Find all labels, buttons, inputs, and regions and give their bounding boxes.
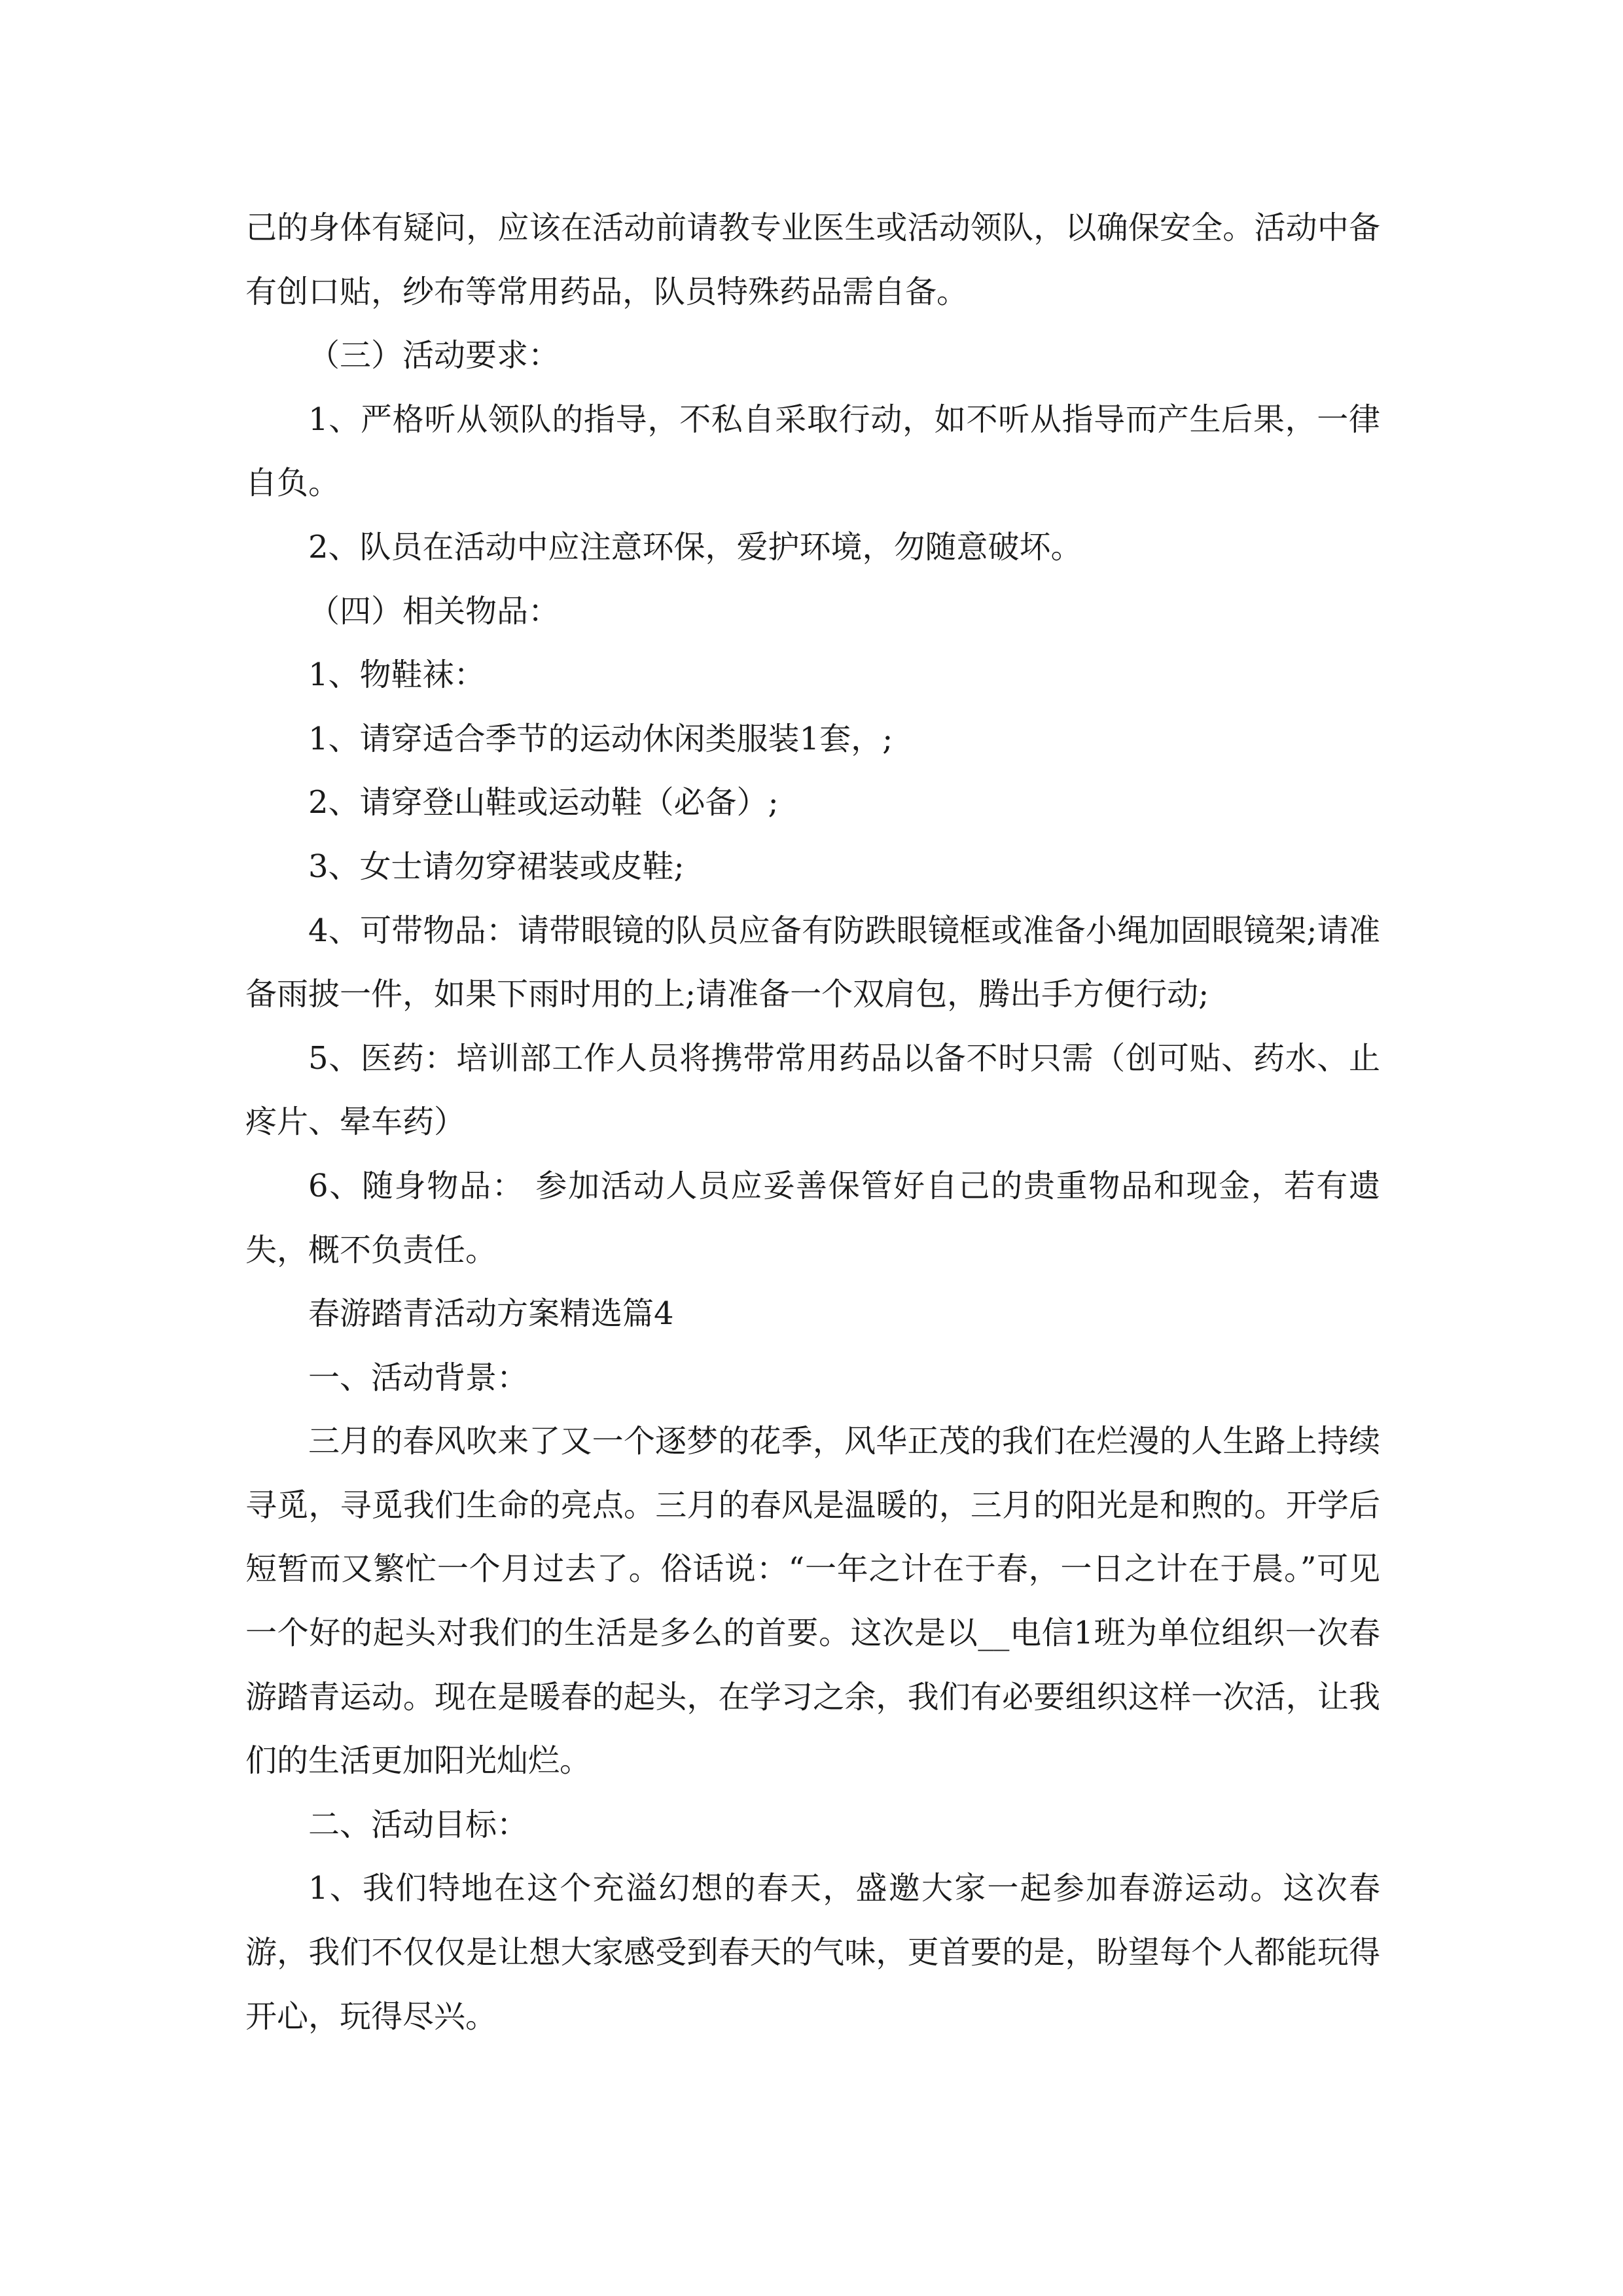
list-item-follow-leader: 1、严格听从领队的指导，不私自采取行动，如不听从指导而产生后果，一律自负。 (245, 401, 1380, 502)
paragraph-health-safety: 己的身体有疑问，应该在活动前请教专业医生或活动领队，以确保安全。活动中备有创口贴，纱布等常用药品，队员特殊药品需自备。 (245, 209, 1380, 310)
list-item-personal-belongings: 6、随身物品： 参加活动人员应妥善保管好自己的贵重物品和现金，若有遗失，概不负责任。 (245, 1167, 1380, 1268)
section-title-plan-4: 春游踏青活动方案精选篇4 (308, 1295, 674, 1333)
heading-activity-goals: 二、活动目标： (308, 1806, 529, 1843)
list-item-clothing: 1、请穿适合季节的运动休闲类服装1套，; (308, 720, 893, 757)
list-item-no-skirts: 3、女士请勿穿裙装或皮鞋; (308, 848, 685, 885)
list-item-carry-items: 4、可带物品：请带眼镜的队员应备有防跌眼镜框或准备小绳加固眼镜架;请准备雨披一件，如果下雨时用的上;请准备一个双肩包，腾出手方便行动; (245, 912, 1380, 1013)
heading-related-items: （四）相关物品： (308, 592, 560, 630)
heading-activity-requirements: （三）活动要求： (308, 337, 560, 374)
document-body (245, 196, 1380, 2049)
list-item-medicine: 5、医药：培训部工作人员将携带常用药品以备不时只需（创可贴、药水、止疼片、晕车药） (245, 1039, 1380, 1141)
list-item-shoes-socks: 1、物鞋袜： (308, 656, 486, 694)
list-item-hiking-shoes: 2、请穿登山鞋或运动鞋（必备）; (308, 784, 779, 821)
list-item-goal-spring-outing: 1、我们特地在这个充溢幻想的春天，盛邀大家一起参加春游运动。这次春游，我们不仅仅是让想大家感受到春天的气味，更首要的是，盼望每个人都能玩得开心，玩得尽兴。 (245, 1870, 1380, 2035)
heading-activity-background: 一、活动背景： (308, 1359, 529, 1396)
paragraph-background: 三月的春风吹来了又一个逐梦的花季，风华正茂的我们在烂漫的人生路上持续寻觅，寻觅我们生命的亮点。三月的春风是温暖的，三月的阳光是和煦的。开学后短暂而又繁忙一个月过去了。俗话说：“一年之计在于春，一日之计在于晨。”可见一个好的起头对我们的生活是多么的首要。这次是以__电信1班为单位组织一次春游踏青运动。现在是暖春的起头，在学习之余，我们有必要组织这样一次活，让我们的生活更加阳光灿烂。 (245, 1423, 1380, 1780)
list-item-environment: 2、队员在活动中应注意环保，爱护环境，勿随意破坏。 (308, 528, 1082, 565)
